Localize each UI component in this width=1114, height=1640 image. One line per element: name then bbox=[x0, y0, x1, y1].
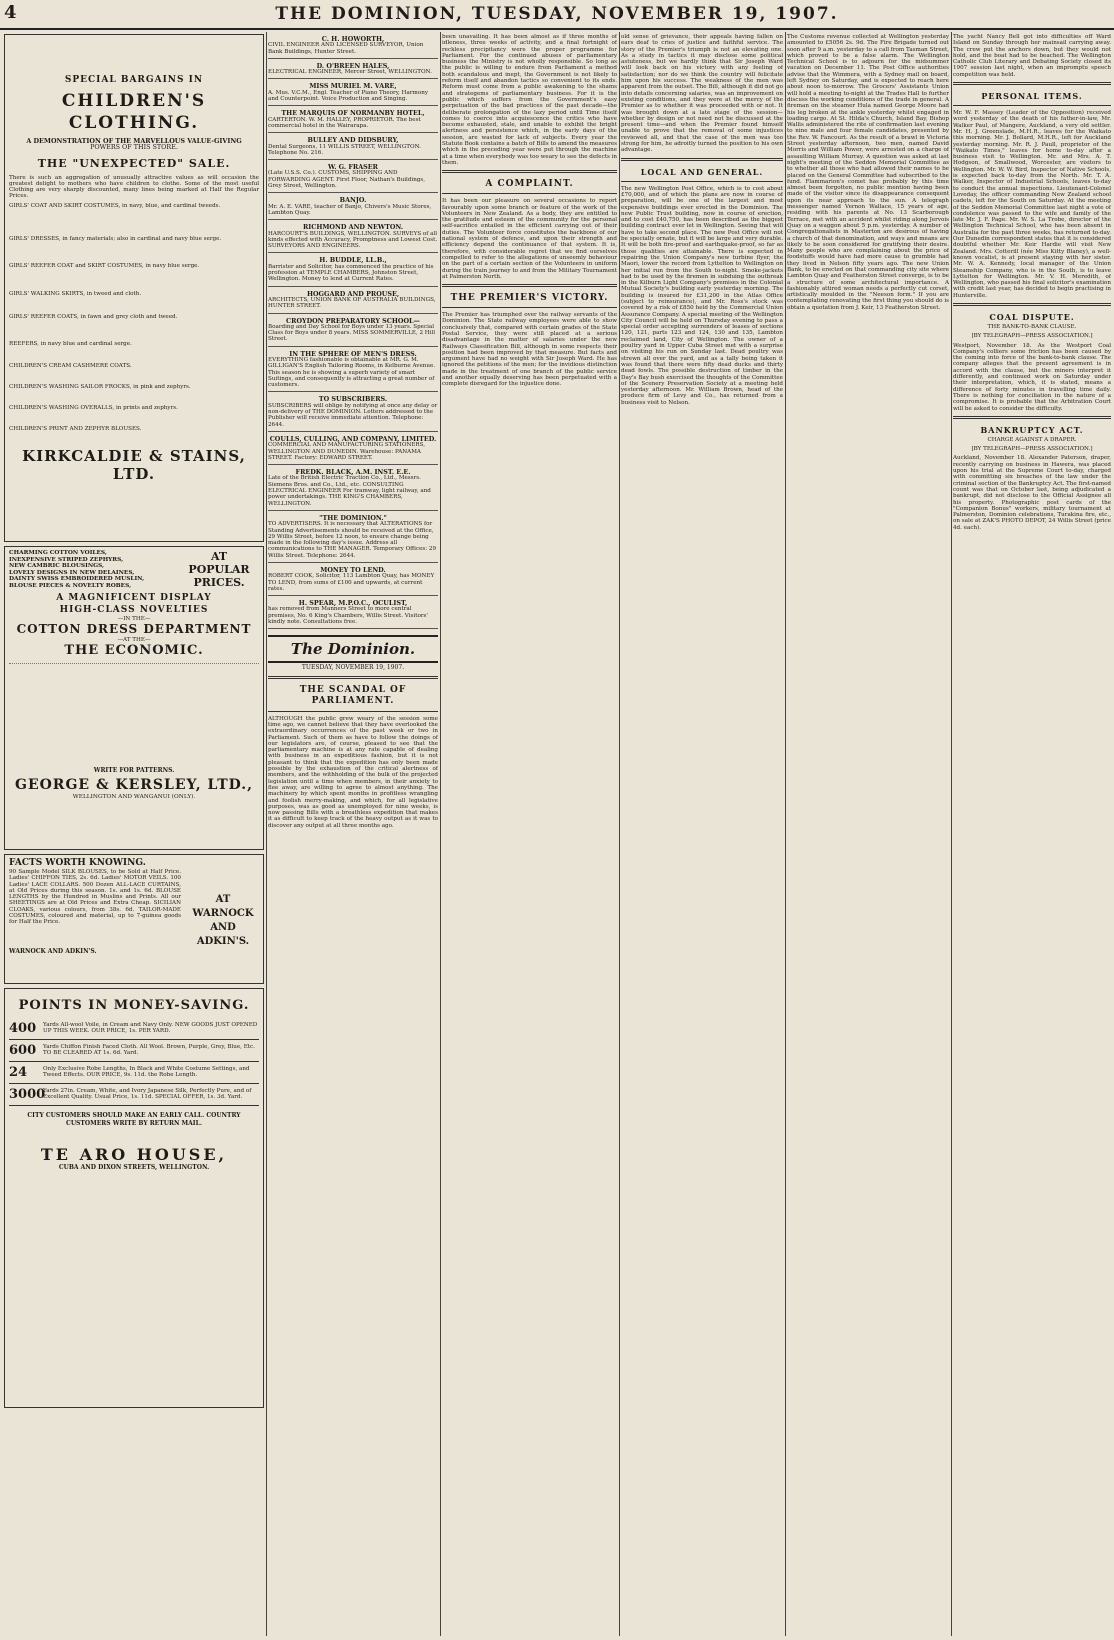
article-body: The Premier has triumphed over the railway servants of the Dominion. The State railway employees were able to show conclusively that, compared with certain grades of the State Postal Service, they were still placed at a serious disadvantage in the matter of salaries under the new Railways Classification Bill, although in some respects their position had been improved by that measure. But facts and argument have had no weight with Sir Joseph Ward. He has ignored the petitions of the men; for the invidious distinction made in the treatment of one branch of the public service and another equally deserving has been perpetuated with a complete disregard for the injustice done. bbox=[442, 312, 617, 388]
masthead-title: THE DOMINION, TUESDAY, NOVEMBER 19, 1907. bbox=[275, 4, 839, 24]
store-name: AT WARNOCK AND ADKIN'S. bbox=[192, 894, 254, 947]
item-line: REEFERS, in navy blue and cardinal serge. bbox=[9, 341, 132, 348]
economic-advert bbox=[4, 546, 264, 850]
ad-headline: FACTS WORTH KNOWING. bbox=[9, 858, 146, 868]
ad-connector: —IN THE— bbox=[117, 615, 151, 622]
ad-name: HOGGARD AND PROUSE, bbox=[306, 289, 400, 298]
classified-ad bbox=[268, 434, 438, 465]
column-rule bbox=[619, 32, 620, 1636]
classified-ad bbox=[268, 349, 438, 393]
ad-name: RICHMOND AND NEWTON. bbox=[302, 223, 404, 232]
ad-name: H. SPEAR, M.P.O.C., OCULIST, bbox=[298, 599, 408, 608]
wire-tag: [BY TELEGRAPH—PRESS ASSOCIATION.] bbox=[971, 333, 1093, 340]
ad-name: H. BUDDLE, LL.B., bbox=[319, 256, 387, 265]
item-line: CHILDREN'S WASHING OVERALLS, in prints and zephyrs. bbox=[9, 405, 178, 412]
classified-ad bbox=[268, 162, 438, 193]
ad-subheading: A DEMONSTRATION OF THE MARVELLOUS VALUE-GIVING bbox=[26, 137, 242, 145]
section-title: PERSONAL ITEMS. bbox=[981, 91, 1083, 102]
classified-ad bbox=[268, 255, 438, 286]
ad-name: MISS MURIEL M. VARE, bbox=[309, 82, 397, 91]
ad-name: THE MARQUIS OF NORMANBY HOTEL, bbox=[281, 109, 425, 118]
ad-body: There is such an aggregation of unusually attractive values as will occasion the greatest delight to mothers who have children to clothe. Some of the most useful Clothing are very sharply discounted, many lines being marked at Half the Regular Prices. bbox=[9, 174, 259, 200]
ad-text: SUBSCRIBERS will oblige by notifying at once any delay or non-delivery of THE DOMINION. Letters addressed to the Publisher will receive immediate attention. Telephone: 2644. bbox=[268, 402, 438, 428]
ad-name: BULLEY AND DIDSBURY, bbox=[307, 136, 399, 145]
ad-title: THE "UNEXPECTED" SALE. bbox=[37, 156, 231, 170]
article-body: The Customs revenue collected at Wellington yesterday amounted to £5056 2s. 9d. The Fire Brigade turned out soon after 9 a.m. yesterday to a call from Tasman Street, which proved to be a false alarm. The Wellington Technical School is to adjourn for the midsummer vacation on December 11. The Post Office authorities advise that the Wimmera, with a Sydney mail on board, left Sydney on Saturday, and is expected to reach here about noon to-morrow. The Grocers' Assistants Union will hold a meeting to-night at the Trades Hall to further discuss the working conditions of the trade in general. A fireman on the steamer Hula named George Moore had his leg broken at the ankle yesterday whilst engaged in loading cargo. At St. Hilda's Church, Island Bay, Bishop Wallis administered the rite of confirmation last evening to nine male and four female candidates, presented by the Rev. W. Fancourt. As the result of a brawl in Victoria Street yesterday afternoon, two men, named David Morris and William Power, were arrested on a charge of assaulting William Murray. A question was asked at last night's meeting of the Seddon Memorial Committee as to whether all those who had allowed their names to be placed on the General Committee had subscribed to the fund. Flammarion's comet has probably by this time almost been forgotten, no public mention having been made of the visitor since its disappearance consequent upon its near approach to the sun. A telegraph messenger named Vernon Wallace, 15 years of age, residing with his parents at No. 13 Scarborough Terrace, met with an accident whilst riding along Jervois Quay on a waggon about 5 p.m. yesterday. A number of Congregationalists in Masterton are desirous of having a church of that denomination, and ways and means are likely to be soon considered for gratifying their desire. Many people who are complaining about the price of foodstuffs would have had more cause to grumble had they lived in Nelson fifty years ago. The new Union Bank, to be erected on that commanding city site where Lambton Quay and Featherston Street converge, is to be a structure of some architectural importance. A fashionably attired woman needs a perfectly cut corset, artistically moulded in the "Neeson form." If you are contemplating renovating the first thing you should do is obtain a quotation from J. Keir, 13 Featherston Street. bbox=[787, 34, 949, 311]
ad-subheading: WRITE FOR PATTERNS. bbox=[93, 767, 175, 775]
store-name: TE ARO HOUSE, bbox=[40, 1145, 228, 1164]
item-line: GIRLS' REEFER COAT and SKIRT COSTUMES, in navy blue serge. bbox=[9, 263, 200, 270]
ad-text: ELECTRICAL ENGINEER, Mercer Street, WELLINGTON. bbox=[268, 69, 432, 76]
offer-text: Yards All-wool Voile, in Cream and Navy Only. NEW GOODS JUST OPENED UP THIS WEEK. OUR PRICE, 1s. PER YARD. bbox=[43, 1022, 258, 1035]
newspaper-logo: The Dominion. bbox=[268, 635, 438, 663]
ad-line: LOVELY DESIGNS IN NEW DELAINES, bbox=[9, 569, 135, 576]
ad-text: EVERYTHING fashionable is obtainable at MR. G. M. GILLIGAN'S English Tailoring Rooms, in Kelburne Avenue. This season he is showing a superb variety of smart Suitings, and consequently is attracting a great number of customers. bbox=[268, 356, 436, 389]
offer-quantity: 600 bbox=[9, 1043, 37, 1058]
ad-line: CHARMING COTTON VOILES, bbox=[9, 550, 107, 556]
article-body: The yacht Nancy Bell got into difficulties off Ward Island on Sunday through her mainsail carrying away. The crew put the anchors down, but they would not hold, and the boat had to be beached. The Wellington Catholic Club Literary and Debating Society closed its 1907 session last night, when an impromptu speech competition was held. bbox=[953, 34, 1111, 78]
item-line: CHILDREN'S CREAM CASHMERE COATS. bbox=[9, 362, 132, 369]
leader-date: TUESDAY, NOVEMBER 19, 1907. bbox=[301, 664, 405, 672]
section-title: COAL DISPUTE. bbox=[989, 311, 1075, 322]
ad-name: IN THE SPHERE OF MEN'S DRESS. bbox=[289, 349, 417, 358]
ad-text: Mr. A. E. VARE, teacher of Banjo, Chivers's Music Stores, Lambton Quay. bbox=[268, 203, 432, 216]
ad-name: C. H. HOWORTH, bbox=[321, 35, 385, 43]
ad-text: Boarding and Day School for Boys under 13 years. Special Class for Boys under 8 years. MISS SOMMERVILLE, 2 Hill Street. bbox=[268, 323, 436, 343]
item-line: GIRLS' COAT AND SKIRT COSTUMES, in navy, blue, and cardinal tweeds. bbox=[9, 202, 221, 209]
ad-text: (Late U.S.S. Co.). CUSTOMS, SHIPPING AND FORWARDING AGENT. First Floor, Nathan's Buildings, Grey Street, Wellington. bbox=[268, 170, 426, 190]
ad-headline: COTTON DRESS DEPARTMENT bbox=[16, 621, 252, 636]
column-rule bbox=[785, 32, 786, 1636]
offer-text: Yards 27in. Cream, White, and Ivory Japanese Silk, Perfectly Pure, and of Excellent Quality. Usual Price, 1s. 11d. SPECIAL OFFER, 1s. 3d. Yard. bbox=[43, 1088, 252, 1101]
ad-text: CARTERTON. W. M. HALLEY, PROPRIETOR. The best commercial hotel in the Wairarapa. bbox=[268, 116, 421, 129]
section-subtitle: THE BANK-TO-BANK CLAUSE. bbox=[987, 323, 1077, 330]
ad-line: NEW CAMBRIC BLOUSINGS, bbox=[9, 563, 105, 570]
classified-ad bbox=[268, 394, 438, 431]
ad-text: ARCHITECTS, UNION BANK OF AUSTRALIA BUILDINGS, HUNTER STREET. bbox=[268, 296, 436, 310]
offer-text: Only Exclusive Robe Lengths, In Black and White Costume Settings, and Tweed Effects. OUR PRICE, 9s. 11d. the Robe Length. bbox=[43, 1066, 250, 1079]
article-title: THE PREMIER'S VICTORY. bbox=[450, 293, 609, 304]
ad-text: HARCOURT'S BUILDINGS, WELLINGTON. SURVEYS of all kinds effected with Accuracy, Promptness and Lowest Cost. SURVEYORS AND ENGINEERS. bbox=[268, 230, 438, 250]
ad-notice: CITY CUSTOMERS SHOULD MAKE AN EARLY CALL. COUNTRY CUSTOMERS WRITE BY RETURN MAIL. bbox=[27, 1112, 241, 1127]
section-title: BANKRUPTCY ACT. bbox=[980, 424, 1084, 435]
te-aro-advert bbox=[4, 988, 264, 1408]
page-number: 4 bbox=[4, 2, 17, 23]
ad-subheading: WELLINGTON AND WANGANUI (ONLY). bbox=[72, 794, 196, 801]
ad-line: INEXPENSIVE STRIPED ZEPHYRS, bbox=[9, 556, 124, 563]
ad-headline: CHILDREN'S CLOTHING. bbox=[61, 91, 207, 133]
wire-tag: [BY TELEGRAPH—PRESS ASSOCIATION.] bbox=[971, 446, 1093, 453]
ad-connector: —AT THE— bbox=[117, 636, 151, 643]
classified-ad bbox=[268, 195, 438, 220]
item-line: GIRLS' DRESSES, in fancy materials; also in cardinal and navy blue serge. bbox=[9, 236, 222, 243]
classified-ad bbox=[268, 565, 438, 596]
article-body: The new Wellington Post Office, which is to cost about £70,000, and of which the plans are now in course of preparation, will be one of the largest and most expensive buildings ever erected in the Dominion. The new Public Trust building, now in course of erection, and to cost £40,750, has been described as the biggest building contract ever let in Wellington. Seeing that will have to take second place. The new Post Office will not be specially ornate, but it will be large and very durable. It will be both fire-proof and earthquake-proof, so far as those qualities are attainable. There is expected in repairing the Union Company's new turbine flyer, the Maori, lower the record from Lyttelton to Wellington on her initial run from the South to-night. Smoke-jackets had to be used by the firemen in subduing the outbreak in the Kilburn Light Company's premises in the Colonial Mutual Society's building early yesterday morning. The building is insured for £31,200 in the Atlas Office (subject to reinsurance), and Mr. Ross's stock was covered by a risk of £850 held by the Commercial Union Assurance Company. A special meeting of the Wellington City Council will be held on Thursday evening to pass a special order accepting surrenders of leases of sections 120, 121, parts 123 and 124, 130 and 135, Lambton reclaimed land, City of Wellington. The owner of a poultry yard in Upper Cuba Street met with a surprise on visiting his run on Sunday last. Dead poultry was strewn all over the yard, and as a tally being taken it was found that there were fifty dead ducks and thirty dead fowls. The possible destruction of timber in the Day's Bay bush exercised the thoughts of the Committee of the Scenery Preservation Society at a meeting held yesterday afternoon. Mr. William Brown, head of the produce firm of Levy and Co., has returned from a business visit to Nelson. bbox=[621, 185, 783, 406]
article-body: old sense of grievance, their appeals having fallen on ears deaf to cries of justice and faithful service. The story of the Premier's triumph is not an elevating one. As a study in tactics it may disclose some political astuteness, but we hardly think that Sir Joseph Ward will look back on his victory with any feeling of satisfaction; nor do we think the country will felicitate him upon his success. The weakness of the men was apparent from the outset. The Bill, although it did not go into details concerning salaries, was an improvement on existing conditions, and they were at the mercy of the Premier as to whether it was proceeded with or not. It was brought down at a late stage of the session—whether by design or not need not be discussed at the present time—and when the Premier found himself unable to prove that the removal of some injustices reviewed all, and that the case of the men was too strong for him, he adroitly turned the position to his own advantage. bbox=[621, 34, 783, 154]
ad-text: CIVIL ENGINEER AND LICENSED SURVEYOR, Union Bank Buildings, Hunter Street. bbox=[268, 42, 424, 55]
ad-name: BANJO. bbox=[339, 196, 367, 205]
column-5 bbox=[787, 34, 949, 1634]
ad-name: TO SUBSCRIBERS. bbox=[318, 395, 388, 404]
ad-name: W. G. FRASER bbox=[328, 163, 378, 172]
classified-ad bbox=[268, 316, 438, 347]
classified-ad bbox=[268, 108, 438, 133]
section-subtitle: CHARGE AGAINST A DRAPER. bbox=[987, 436, 1077, 443]
article-body: been unavailing. It has been almost as if three months of idleness, three weeks of activity, and a final fortnight of reckless precipitancy were the proper programme for Parliament. For the continued abuses of parliamentary business the Ministry is not wholly responsible. So long as the public is willing to endure from Parliament a method both scandalous and inept, the Government is not likely to reform itself and abandon tactics so convenient to its ends. Reform must come from a public awakening to the shams and strategems of parliamentary business. For it is the public which suffers from the Government's easy perpetuation of the bad practices of the past decade—the deliberate prolongation of the lazy period until Time itself comes to coerce into acquiescence the critics who have become exhausted, stale, and unable to exhibit the bright alertness and persistence which, in the early days of the session, are wasted for lack of subjects. Every year the Statute Book contains a batch of Bills to amend the measures which in the preceding year were put through the machine at a time when everybody was too weary to see the defects in them. bbox=[442, 34, 617, 166]
offer-quantity: 400 bbox=[9, 1021, 37, 1036]
masthead bbox=[0, 0, 1114, 30]
ad-text: Barrister and Solicitor, has commenced the practice of his profession at TEMPLE CHAMBERS, Johnston Street, Wellington. Money to lend at Current Rates. bbox=[268, 263, 434, 283]
ad-text: COMMERCIAL AND MANUFACTURING STATIONERS, WELLINGTON AND DUNEDIN. Warehouse: PANAMA STREET. Factory: EDWARD STREET. bbox=[268, 442, 426, 461]
store-address: CUBA AND DIXON STREETS, WELLINGTON. bbox=[58, 1164, 210, 1171]
ad-text: TO ADVERTISERS. It is necessary that ALTERATIONS for Standing Advertisements should be received at the Office, 29 Willis Street, before 12 noon, to ensure change being made in the following day's issue. Address all communications to THE MANAGER. Temporary Offices: 29 Willis Street. Telephone: 2644. bbox=[268, 521, 437, 559]
classified-ad bbox=[268, 513, 438, 563]
classified-ad bbox=[268, 289, 438, 314]
ad-headline: POINTS IN MONEY-SAVING. bbox=[18, 998, 250, 1013]
ad-line: BLOUSE PIECES & NOVELTY ROBES, bbox=[9, 582, 132, 589]
kirkcaldie-advert bbox=[4, 34, 264, 542]
ad-heading: HIGH-CLASS NOVELTIES bbox=[59, 604, 209, 615]
classified-ad bbox=[268, 61, 438, 80]
column-rule bbox=[440, 32, 441, 1636]
ad-name: CROYDON PREPARATORY SCHOOL— bbox=[286, 316, 420, 325]
article-body: Auckland, November 18. Alexander Paterson, draper, recently carrying on business in Hawera, was placed upon his trial at the Supreme Court to-day, charged with committing six breaches of the law under the criminal section of the Bankruptcy Act. The first-named count was that on October last, being adjudicated a bankrupt, did not disclose to the Official Assignee all his property. Photographic post cards of the "Companion Bonus" workers, military tournament at Palmerston, Dominion celebrations, Turakina fire, etc., on sale at ZAK'S PHOTO DEPOT, 24 Willis Street (price 4d. each). bbox=[953, 455, 1111, 531]
ad-text: ROBERT COOK, Solicitor, 113 Lambton Quay, has MONEY TO LEND, from sums of £100 and upwards, at current rates. bbox=[268, 573, 435, 592]
ad-heading: A MAGNIFICENT DISPLAY bbox=[56, 592, 212, 603]
classified-ad bbox=[268, 467, 438, 511]
classified-ad bbox=[268, 222, 438, 253]
leader-title: THE SCANDAL OF PARLIAMENT. bbox=[299, 684, 407, 706]
ad-name: "THE DOMINION." bbox=[319, 513, 387, 522]
column-3 bbox=[442, 34, 617, 1634]
column-rule bbox=[951, 32, 952, 1636]
classified-ad bbox=[268, 135, 438, 160]
item-line: CHILDREN'S PRINT AND ZEPHYR BLOUSES. bbox=[9, 426, 142, 433]
ad-name: COULLS, CULLING, AND COMPANY, LIMITED. bbox=[269, 434, 437, 443]
ad-name: FREDK. BLACK, A.M. INST. E.E. bbox=[295, 468, 411, 477]
item-line: GIRLS' WALKING SKIRTS, in tweed and cloth. bbox=[9, 290, 142, 297]
ad-body: 90 Sample Model SILK BLOUSES, to be Sold at Half Price. Ladies' CHIFFON TIES, 2s. 6d. Ladies' MOTOR VEILS. 100 Ladies' LACE COLLARS. 500 Dozen ALL-LACE CURTAINS, at Old Prices during this season. 1s. and 1s. 6d. BLOUSE LENGTHS by the Hundred in Muslins and Prints. All our SHEETINGS are at Old Prices and Extra Cheap. SICILIAN CLOAKS, various colours, from 38s. 6d. TAILOR-MADE COSTUMES, coloured and material, up to 7-guinea goods for Half the Price. bbox=[9, 869, 181, 926]
section-title: LOCAL AND GENERAL. bbox=[640, 166, 764, 177]
ad-footer: WARNOCK AND ADKIN'S. bbox=[9, 948, 97, 955]
item-line: CHILDREN'S WASHING SAILOR FROCKS, in pink and zephyrs. bbox=[9, 383, 191, 390]
offer-text: Yards Chiffon Finish Faced Cloth. All Wool. Brown, Purple, Grey, Blue, Etc. TO BE CLEARED AT 1s. 6d. Yard. bbox=[43, 1044, 255, 1057]
classified-ad bbox=[268, 34, 438, 59]
classified-ad bbox=[268, 598, 438, 629]
ad-name: D. O'BREEN HALES, bbox=[316, 61, 390, 70]
classified-ad bbox=[268, 81, 438, 106]
ad-text: A. Mus. V.C.M., Engl. Teacher of Piano Theory, Harmony and Counterpoint. Voice Production and Singing. bbox=[268, 89, 428, 103]
store-name: GEORGE & KERSLEY, LTD., bbox=[14, 777, 254, 794]
column-4 bbox=[621, 34, 783, 1634]
article-body: It has been our pleasure on several occasions to report favourably upon some branch or feature of the work of the Volunteers in New Zealand. As a body, they are entitled to the gratitude and esteem of the community for the personal self-sacrifice entailed in the efficient carrying out of their duties. The Volunteer force constitutes the backbone of our national system of defence, and upon their strength and efficiency depend the continuance of that system. It is, therefore, with considerable regret that we find ourselves compelled to refer to the allegations of unseemly behaviour on the part of a certain section of the Volunteers in uniform during the train journey to and from the Military Tournament at Palmerston North. bbox=[442, 198, 617, 280]
ad-text: Dental Surgeons, 11 WILLIS STREET, WELLINGTON. Telephone No. 216. bbox=[268, 143, 421, 156]
ad-text: Late of the British Electric Traction Co., Ltd., Messrs. Siemens Bros. and Co., Ltd., etc. CONSULTING ELECTRICAL ENGINEER For tramway, light railway, and power undertakings. THE KING'S CHAMBERS, WELLINGTON. bbox=[268, 475, 431, 507]
ad-headline: AT POPULAR PRICES. bbox=[188, 550, 250, 589]
column-1 bbox=[4, 34, 264, 1634]
ad-line: DAINTY SWISS EMBROIDERED MUSLIN, bbox=[9, 576, 145, 583]
ad-name: MONEY TO LEND. bbox=[320, 566, 386, 574]
ad-subheading: POWERS OF THIS STORE. bbox=[90, 143, 178, 152]
warnock-advert bbox=[4, 854, 264, 984]
offer-quantity: 24 bbox=[9, 1065, 28, 1080]
article-body: Mr. W. F. Massey (Leader of the Opposition) received word yesterday of the death of his father-in-law, Mr. Walker Paul, of Mangere, Auckland, a very old settler. Mr. H. J. Greenslade, M.H.R., leaves for the Waikato this morning. Mr. J. Bollard, M.H.R., left for Auckland yesterday morning. Mr. R. J. Paull, proprietor of the "Waikato Times," leaves for home to-day after a business visit to Wellington. Mr. and Mrs. A. T. Hodgson, of Smallwood, Worcester, are visitors to Wellington. Mr. W. W. Bird, Inspector of Native Schools, is expected back to-day from the North. Mr. T. A. Walker, Inspector of Industrial Schools, leaves to-day to conduct the annual inspections. Lieutenant-Colonel Loveday, the officer commanding New Zealand school cadets, left for the South on Saturday. At the meeting of the Seddon Memorial Committee last night a vote of condolence was passed to the wife and family of the late Mr. J. F. Page. Mr. W. S. La Trobe, director of the Wellington Technical School, who has been absent in Australia for the past three weeks, has returned to-day. Our Dunedin correspondent states that it is considered doubtful whether Mr. Keir Hardie will visit New Zealand. Mrs. Cotterill (née Miss Kitty Blaney), a well-known vocalist, is at present staying with her sister. Mr. W. A. Kennedy, local manager of the Union Steamship Company, who is in the South, is to leave Lyttelton for Wellington. Mr. V. H. Meredith, of Wellington, who passed his final solicitor's examination with credit last year, has decided to begin practising in Hunterville. bbox=[953, 110, 1111, 299]
ad-text: has removed from Manners Street to more central premises, No. 6 King's Chambers, Willis Street. Visitors' kindly note. Consultations free. bbox=[268, 606, 428, 626]
ad-headline: THE ECONOMIC. bbox=[64, 643, 204, 659]
offer-quantity: 3000 bbox=[9, 1087, 46, 1102]
column-6 bbox=[953, 34, 1111, 1634]
column-rule bbox=[266, 32, 267, 1636]
store-name: KIRKCALDIE & STAINS, LTD. bbox=[22, 446, 246, 483]
leader-body: ALTHOUGH the public grew weary of the session some time ago, we cannot believe that they have overlooked the extraordinary occurrences of the past week or two in Parliament. Such of them as have to follow the doings of our legislators are, of course, pleased to see that the parliamentary machine is at any rate capable of dealing with business in an expeditious fashion, but it is not pleasant to think that the expedition has only been made possible by the exhaustion of the critical alertness of members, and the withholding of the bulk of the projected legislation until a time when members, in their anxiety to flee away, are willing to agree to almost anything. The machinery by which spent months in profitless wrangling and foolish merry-making, and which, for all legislative purposes, was as good as unemployed for nine weeks, is now passing Bills with a breathless expedition that makes it as difficult to keep track of the heavy output as it was to discover any output at all three months ago. bbox=[268, 715, 438, 829]
article-title: A COMPLAINT. bbox=[485, 179, 574, 190]
article-body: Westport, November 18. As the Westport Coal Company's colliers some friction has been caused by the coming into force of the bank-to-bank clause. The company alleges that the present agreement is in accord with the clause, but the miners interpret it differently, and continued work on Saturday under their interpretation, which, it is stated, means a difference of forty minutes in travelling time daily. There is nothing for conciliation in the nature of a compromise. It is probable that the Arbitration Court will be asked to consider the difficulty. bbox=[953, 342, 1111, 412]
ad-heading: SPECIAL BARGAINS IN bbox=[64, 75, 204, 85]
column-2 bbox=[268, 34, 438, 1634]
item-line: GIRLS' REEFER COATS, in fawn and grey cloth and tweed. bbox=[9, 313, 178, 320]
